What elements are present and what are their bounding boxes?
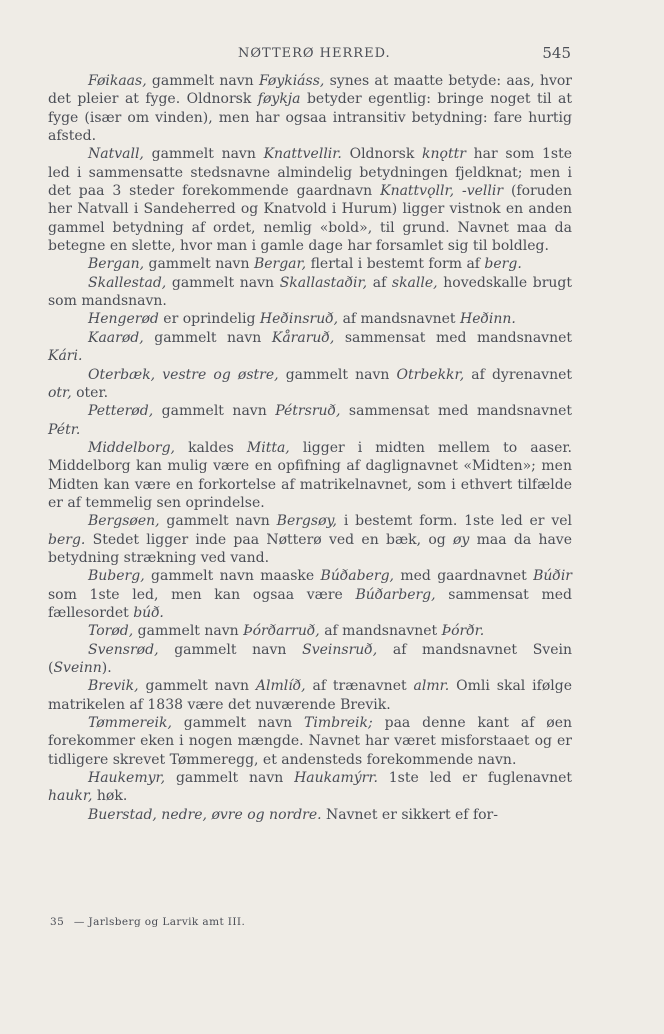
signature-mark: 35 xyxy=(50,916,65,928)
old-norse-form: Skallastaðir, xyxy=(279,274,368,291)
entry-text: Navnet er sikkert ef for- xyxy=(321,806,498,823)
old-norse-form: berg. xyxy=(48,531,86,548)
entry-text: høk. xyxy=(92,788,128,805)
old-norse-form: Sveinsruð, xyxy=(302,641,378,658)
old-norse-form: berg. xyxy=(484,256,522,273)
entry-text: paa denne kant af øen forekommer eken i nogen mængde. Navnet har været misforstaaet og er tidligere skrevet Tømmeregg, et andensteds forekommende navn. xyxy=(48,715,573,768)
old-norse-form: haukr, xyxy=(48,788,93,805)
running-header xyxy=(48,44,571,66)
place-entry xyxy=(48,806,572,824)
place-name: Haukemyr, xyxy=(88,770,166,787)
entry-text: er oprindelig xyxy=(158,311,260,328)
old-norse-form: Pétrsruð, xyxy=(275,403,341,420)
old-norse-form: Mitta, xyxy=(246,439,290,456)
entry-text: i bestemt form. 1ste led er vel xyxy=(337,513,573,530)
entry-text: sammensat med fællesordet xyxy=(48,586,572,621)
place-name: Brevik, xyxy=(88,678,139,695)
entry-text: gammelt navn xyxy=(133,623,244,640)
entry-text: af xyxy=(367,274,392,291)
old-norse-form: Búðarberg, xyxy=(355,586,436,603)
place-name: Natvall, xyxy=(88,146,144,163)
entry-text: ). xyxy=(101,660,112,676)
entry-text: gammelt navn xyxy=(146,73,259,89)
place-entry xyxy=(48,72,572,145)
entry-text: gammelt navn xyxy=(153,403,276,420)
entry-text: har som 1ste led i sammensatte stedsnavne almindelig betydningen fjeldknat; men i det paa 3 steder forekommende gaardnavn xyxy=(48,146,573,200)
entry-text: Omli skal ifølge matrikelen af 1838 være det nuværende Brevik. xyxy=(48,678,572,713)
place-entry xyxy=(48,366,572,403)
old-norse-form: búð. xyxy=(133,604,164,621)
place-name: Buerstad, nedre, øvre og nordre. xyxy=(88,806,322,823)
entry-text: gammelt navn xyxy=(166,274,280,291)
entry-text: gammelt navn xyxy=(144,256,254,273)
entry-text: flertal i bestemt form af xyxy=(306,256,485,273)
place-name: Kaarød, xyxy=(88,329,144,346)
entry-text: som 1ste led, men kan ogsaa være xyxy=(48,586,356,603)
old-norse-form: skalle, xyxy=(391,274,438,291)
entry-text: af mandsnavnet Svein ( xyxy=(48,641,572,676)
entry-text: synes at maatte betyde: aas, hvor det pleier at fyge. Oldnorsk xyxy=(48,73,572,108)
entry-text: gammelt navn maaske xyxy=(144,568,321,585)
old-norse-form: føykja xyxy=(257,91,301,108)
place-name: Føikaas, xyxy=(88,73,147,89)
place-entry xyxy=(48,329,572,366)
old-norse-form: Þórðr. xyxy=(441,623,485,640)
place-name: Hengerød xyxy=(88,311,159,328)
old-norse-form: Knattvǫllr, -vellir xyxy=(380,183,504,200)
entry-text: gammelt navn xyxy=(158,641,303,658)
old-norse-form: Búðaberg, xyxy=(320,568,394,585)
entry-text: Stedet ligger inde paa Nøtterø ved en bæk, og xyxy=(85,531,453,548)
entry-text: sammensat med mandsnavnet xyxy=(334,329,573,346)
old-norse-form: otr, xyxy=(48,384,72,401)
place-entry xyxy=(48,145,572,255)
place-name: Torød, xyxy=(88,623,134,640)
place-name: Bergan, xyxy=(88,256,145,273)
old-norse-form: Pétr. xyxy=(48,421,81,438)
place-name: Tømmereik, xyxy=(88,715,172,732)
place-entry xyxy=(48,641,572,678)
old-norse-form: Timbreik; xyxy=(304,715,373,732)
footer-text: — Jarlsberg og Larvik amt III. xyxy=(73,916,246,928)
entry-text: gammelt navn xyxy=(171,715,305,732)
entry-text: gammelt navn xyxy=(159,513,277,530)
place-entry xyxy=(48,255,572,273)
place-entry xyxy=(48,310,572,328)
old-norse-form: Heðinn. xyxy=(460,311,516,328)
entry-text: kaldes xyxy=(175,439,247,456)
entry-text: gammelt navn xyxy=(143,146,264,163)
old-norse-form: øy xyxy=(453,531,470,548)
entry-text: af trænavnet xyxy=(305,678,414,695)
old-norse-form: Þórðarruð, xyxy=(243,623,320,640)
place-entry xyxy=(48,714,572,769)
place-name: Petterød, xyxy=(88,403,154,420)
old-norse-form: Bergsøy, xyxy=(276,513,337,530)
entry-text: 1ste led er fuglenavnet xyxy=(377,770,572,787)
entry-text: (foruden her Natvall i Sandeherred og Knatvold i Hurum) ligger vistnok en anden gammel betydning af ordet, nemlig «bold», til grund. Navnet maa da betegne en slette, hvor man i gamle dage har forsamlet sig til boldleg. xyxy=(48,183,572,255)
entry-text: af mandsnavnet xyxy=(319,623,442,640)
old-norse-form: Almlíð, xyxy=(255,678,306,695)
place-entry xyxy=(48,769,572,806)
place-name: Buberg, xyxy=(88,568,145,585)
entry-text: gammelt navn xyxy=(143,329,272,346)
entry-text: gammelt navn xyxy=(278,366,397,383)
place-entry xyxy=(48,274,572,311)
old-norse-form: Otrbekkr, xyxy=(396,366,465,383)
entry-text: af dyrenavnet xyxy=(464,366,573,383)
old-norse-form: almr. xyxy=(413,678,450,695)
place-entry xyxy=(48,512,572,567)
old-norse-form: Føykiáss, xyxy=(258,73,325,89)
place-entry xyxy=(48,402,572,439)
old-norse-form: Heðinsruð, xyxy=(259,311,339,328)
entry-text: hovedskalle brugt som mandsnavn. xyxy=(48,274,572,310)
old-norse-form: Haukamýrr. xyxy=(294,770,378,787)
place-name: Svensrød, xyxy=(88,641,159,658)
entry-list xyxy=(48,72,572,824)
entry-text: Oldnorsk xyxy=(341,146,423,163)
entry-text: ligger i midten mellem to aaser. Middelborg kan mulig være en opfifning af daglignavnet «Midten»; men Midten kan være en forkortelse af matrikelnavnet, som i ethvert tilfælde er af temmelig sen oprindelse. xyxy=(48,439,573,511)
old-norse-form: Kári. xyxy=(48,348,83,365)
page-number: 545 xyxy=(542,44,571,62)
entry-text: gammelt navn xyxy=(165,770,295,787)
entry-text: maa da have betydning strækning ved vand. xyxy=(48,531,573,566)
place-entry xyxy=(48,622,572,640)
place-name: Oterbæk, vestre og østre, xyxy=(88,366,279,383)
entry-text: betyder egentlig: bringe noget til at fyge (især om vinden), men har ogsaa intransitiv betydning: fare hurtig afsted. xyxy=(48,91,572,145)
place-name: Bergsøen, xyxy=(88,513,160,530)
footer xyxy=(50,916,245,928)
place-entry xyxy=(48,439,572,512)
entry-text: sammensat med mandsnavnet xyxy=(340,403,572,420)
old-norse-form: Kåraruð, xyxy=(271,329,335,346)
entry-text: oter. xyxy=(71,384,109,401)
entry-text: gammelt navn xyxy=(138,678,256,695)
place-entry xyxy=(48,567,572,622)
old-norse-form: Sveinn xyxy=(53,660,102,676)
old-norse-form: Bergar, xyxy=(253,256,307,273)
place-name: Skallestad, xyxy=(88,274,167,291)
old-norse-form: Búðir xyxy=(533,568,572,585)
old-norse-form: knǫttr xyxy=(422,146,466,163)
place-name: Middelborg, xyxy=(88,439,175,456)
page-title: NØTTERØ HERRED. xyxy=(238,46,391,61)
entry-text: af mandsnavnet xyxy=(338,311,460,328)
old-norse-form: Knattvellir. xyxy=(263,146,342,163)
place-entry xyxy=(48,677,572,714)
entry-text: med gaardnavnet xyxy=(393,568,534,585)
